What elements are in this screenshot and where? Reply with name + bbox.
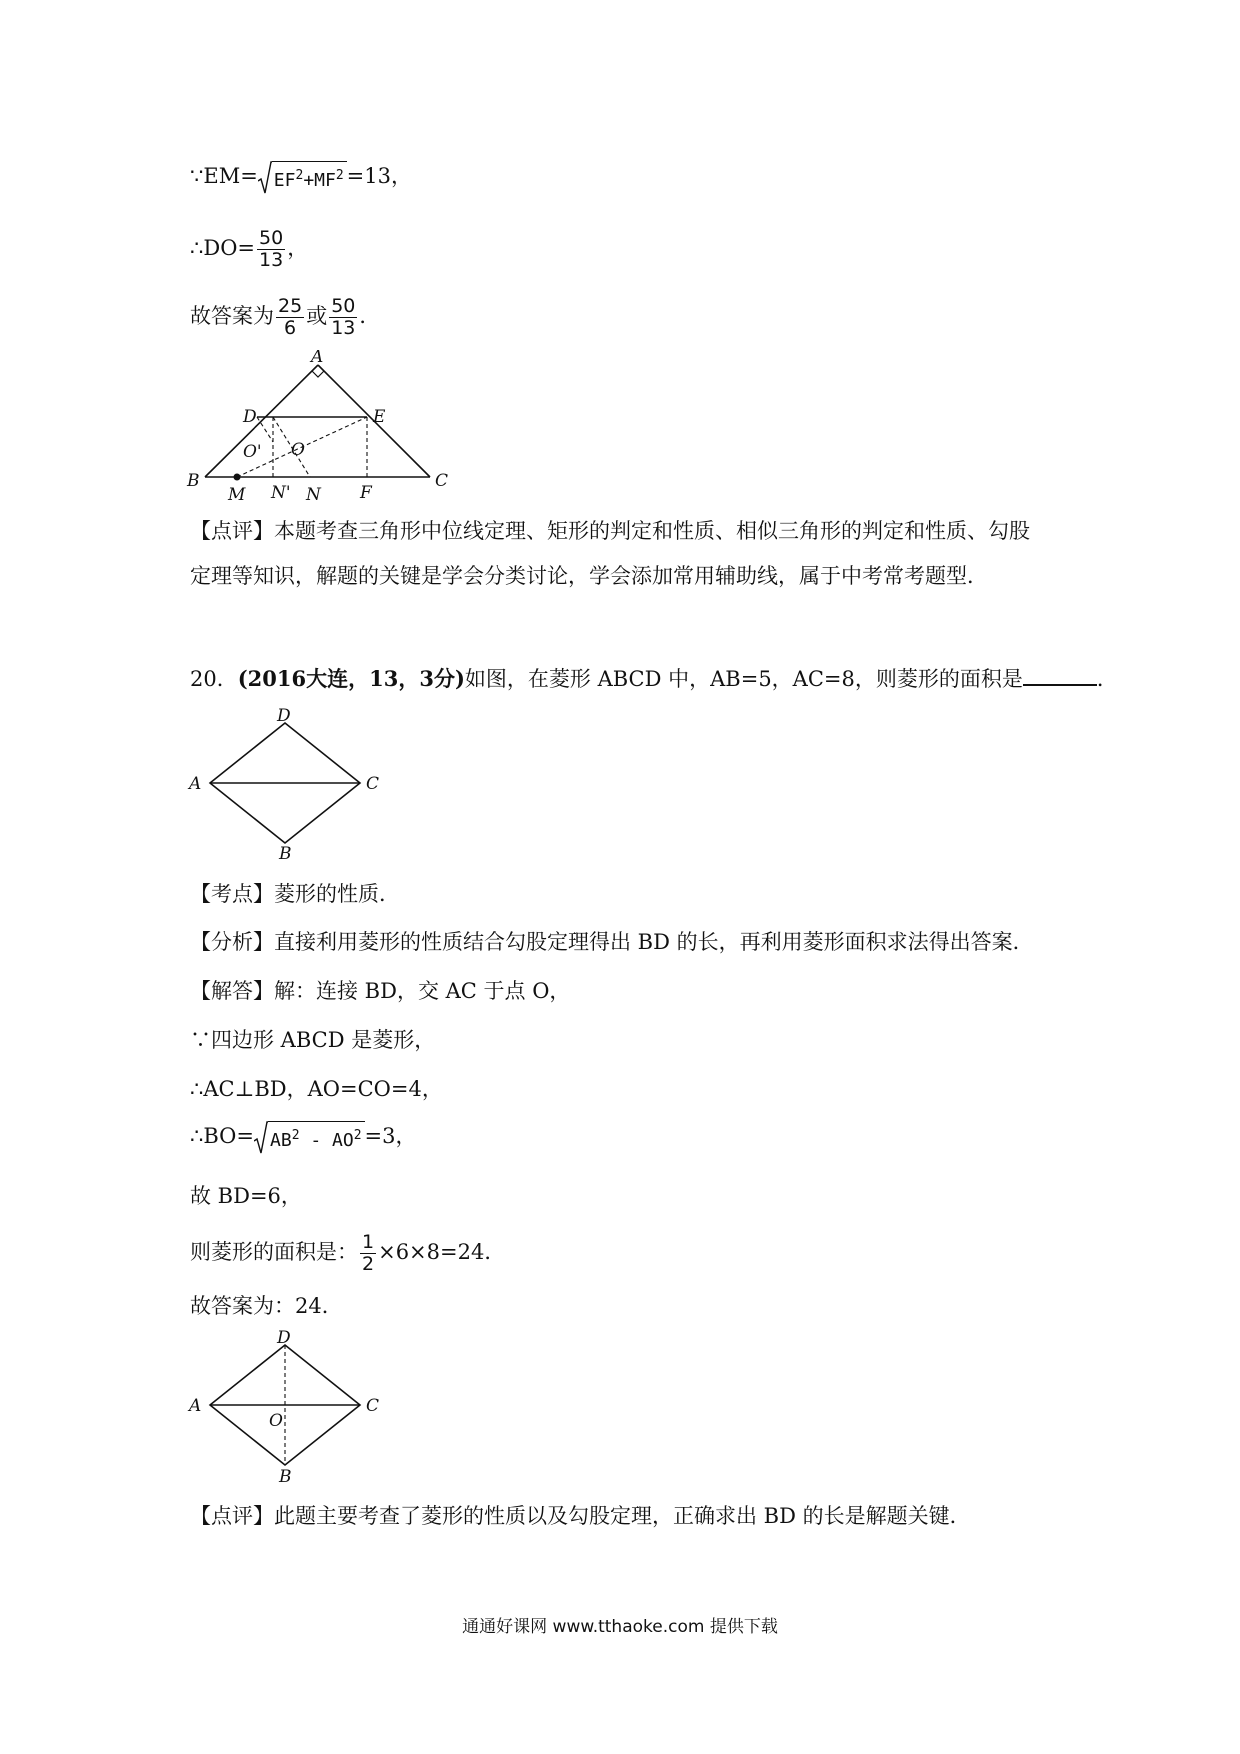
point-m bbox=[234, 474, 241, 481]
label-d: D bbox=[277, 706, 291, 726]
label-m: M bbox=[228, 485, 246, 505]
line-do: ∴DO= $\frac{50}{13}$ ， bbox=[190, 227, 309, 271]
radicand-ab: AB bbox=[270, 1129, 292, 1151]
step1: ∵四边形 ABCD 是菱形， bbox=[190, 1028, 436, 1052]
footer-text: 通通好课网 www.tthaoke.com 提供下载 bbox=[462, 1617, 778, 1637]
label-d: D bbox=[277, 1330, 291, 1348]
answer-blank bbox=[1023, 662, 1097, 686]
sqrt-em bbox=[258, 161, 347, 195]
text-answer-prefix: 故答案为 bbox=[190, 304, 274, 328]
jieda: 【解答】解：连接 BD，交 AC 于点 O， bbox=[190, 979, 571, 1003]
radicand-ao: - AO bbox=[299, 1129, 354, 1151]
text-em: ∵EM= bbox=[190, 164, 258, 188]
label-a: A bbox=[189, 774, 202, 794]
sup-ao: 2 bbox=[353, 1127, 362, 1143]
step6: 故答案为：24． bbox=[190, 1294, 343, 1318]
dash-do bbox=[257, 417, 273, 442]
label-b: B bbox=[279, 844, 292, 860]
frac-50-13b: $\frac{50}{13}$ bbox=[331, 295, 356, 339]
right-angle-mark bbox=[312, 371, 324, 377]
sup-mf: 2 bbox=[335, 167, 344, 183]
question-source: (2016大连，13，3分) bbox=[237, 666, 465, 691]
label-n: N bbox=[306, 485, 321, 505]
label-c: C bbox=[366, 1396, 380, 1416]
label-o-prime: O' bbox=[243, 442, 262, 462]
kaodian: 【考点】菱形的性质． bbox=[190, 882, 400, 906]
label-e: E bbox=[373, 407, 386, 427]
comment2: 【点评】此题主要考查了菱形的性质以及勾股定理，正确求出 BD 的长是解题关键． bbox=[190, 1504, 971, 1528]
text-bo: ∴BO= bbox=[190, 1124, 254, 1148]
frac-25-6: $\frac{25}{6}$ bbox=[278, 295, 303, 339]
step4: 故 BD=6， bbox=[190, 1184, 302, 1208]
label-o: O bbox=[269, 1411, 283, 1431]
comment1-line2: 定理等知识，解题的关键是学会分类讨论，学会添加常用辅助线，属于中考常考题型． bbox=[190, 564, 988, 588]
sup-ef: 2 bbox=[295, 167, 304, 183]
label-b: B bbox=[187, 471, 200, 491]
comment1-line1: 【点评】本题考查三角形中位线定理、矩形的判定和性质、相似三角形的判定和性质、勾股 bbox=[190, 519, 1030, 543]
question-text: 如图，在菱形 ABCD 中，AB=5，AC=8，则菱形的面积是 bbox=[464, 667, 1023, 691]
label-n-prime: N' bbox=[271, 483, 291, 503]
sqrt-bo bbox=[254, 1121, 365, 1155]
label-c: C bbox=[366, 774, 380, 794]
label-f: F bbox=[360, 483, 372, 503]
line-em bbox=[190, 160, 412, 195]
fenxi: 【分析】直接利用菱形的性质结合勾股定理得出 BD 的长，再利用菱形面积求法得出答案． bbox=[190, 930, 1034, 954]
triangle-figure bbox=[185, 350, 455, 505]
rhombus-figure bbox=[185, 705, 385, 860]
label-a: A bbox=[189, 1396, 202, 1416]
step2: ∴AC⊥BD，AO=CO=4， bbox=[190, 1077, 443, 1101]
sup-ab: 2 bbox=[291, 1127, 300, 1143]
question-number: 20． bbox=[190, 667, 238, 691]
line-answer1: 故答案为 $\frac{25}{6}$ 或 $\frac{50}{13}$ ． bbox=[190, 295, 381, 339]
frac-50-13: $\frac{50}{13}$ bbox=[259, 227, 284, 271]
label-b: B bbox=[279, 1467, 292, 1485]
frac-1-2: $\frac{1}{2}$ bbox=[362, 1231, 375, 1275]
text-eq13: =13， bbox=[346, 164, 412, 188]
label-c: C bbox=[435, 471, 449, 491]
text-area: 则菱形的面积是： bbox=[190, 1240, 358, 1264]
label-d: D bbox=[243, 407, 257, 427]
radicand-mf: +MF bbox=[303, 169, 336, 191]
step5: 则菱形的面积是： $\frac{1}{2}$ ×6×8=24． bbox=[190, 1231, 506, 1275]
text-do: ∴DO= bbox=[190, 236, 256, 260]
question-20: 20．(2016大连，13，3分)如图，在菱形 ABCD 中，AB=5，AC=8，则菱形的面积是 ． bbox=[190, 662, 1118, 695]
label-o: O bbox=[291, 440, 305, 460]
label-a: A bbox=[311, 350, 324, 367]
radicand-ef: EF bbox=[273, 169, 296, 191]
step3: ∴BO= $AB^2 - AO^2$ =3， bbox=[190, 1120, 417, 1155]
rhombus-figure-solution bbox=[185, 1330, 385, 1485]
